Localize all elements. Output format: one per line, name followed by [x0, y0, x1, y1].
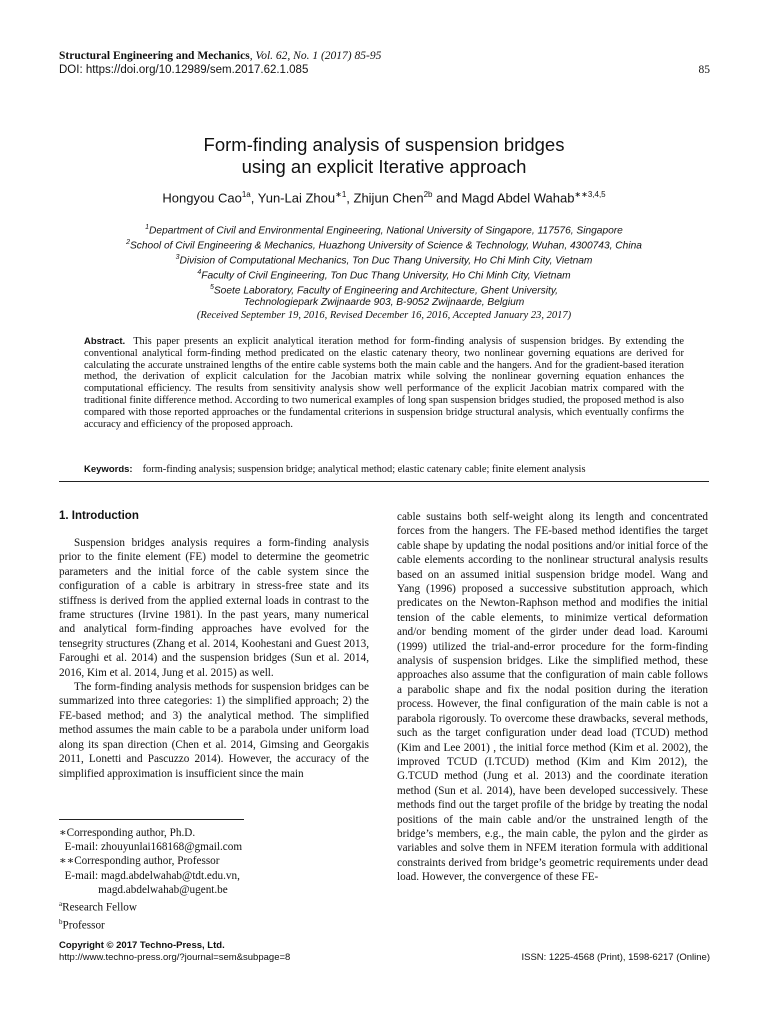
footnote-text: ∗∗Corresponding author, Professor — [59, 855, 220, 868]
journal-citation — [59, 50, 381, 62]
affiliation-text: Soete Laboratory, Faculty of Engineering and Architecture, Ghent University, — [213, 285, 558, 297]
affiliation — [0, 297, 768, 309]
affiliation-marker: 2 — [126, 238, 130, 246]
author-affiliation-marker: ∗1 — [335, 190, 347, 199]
footnotes — [59, 826, 242, 933]
affiliation — [0, 282, 768, 297]
footnote-text: E-mail: magd.abdelwahab@tdt.edu.vn, — [59, 869, 240, 882]
issn: ISSN: 1225-4568 (Print), 1598-6217 (Online) — [521, 952, 710, 963]
abstract — [84, 336, 684, 430]
author-list — [0, 190, 768, 205]
affiliation-text: Division of Computational Mechanics, Ton Duc Thang University, Ho Chi Minh City, Vietnam — [179, 255, 593, 267]
author-separator: , — [250, 190, 258, 206]
paper-title — [0, 134, 768, 178]
title-line-2: using an explicit Iterative approach — [241, 156, 527, 177]
journal-name: Structural Engineering and Mechanics — [59, 50, 250, 62]
author-affiliation-marker: 1a — [241, 190, 251, 199]
affiliation-text: Technologiepark Zwijnaarde 903, B-9052 Zwijnaarde, Belgium — [243, 296, 525, 308]
affiliation-marker: 3 — [175, 253, 180, 261]
footnote — [59, 883, 242, 897]
footnote — [59, 915, 242, 933]
author-name: Magd Abdel Wahab — [461, 190, 575, 206]
keywords-divider — [59, 481, 709, 482]
right-column — [397, 510, 708, 885]
footnote-text: ∗Corresponding author, Ph.D. — [59, 827, 196, 839]
affiliation-marker: 4 — [197, 268, 202, 276]
footnote — [59, 854, 242, 868]
copyright: Copyright © 2017 Techno-Press, Ltd. — [59, 940, 225, 951]
affiliation — [0, 222, 768, 237]
affiliation — [0, 237, 768, 252]
affiliation-list — [0, 222, 768, 309]
author-name: Yun-Lai Zhou — [257, 190, 336, 206]
title-line-1: Form-finding analysis of suspension bridges — [203, 134, 565, 155]
affiliation-marker: 5 — [209, 283, 214, 291]
affiliation — [0, 267, 768, 282]
footnote-text: magd.abdelwahab@ugent.be — [59, 883, 228, 896]
paragraph: cable sustains both self-weight along its length and concentrated forces from the hangers. The FE-based method identifies the target cable shape by updating the nodal positions and/or initial force of the cable elements according to the nonlinear structural analysis results based on an assumed initial suspension bridge model. Wang and Yang (1996) proposed a successive substitution approach, which predicates on the Newton-Raphson method and modifies the initial tension of the cable elements, to minimize vertical deformation and/or bending moment of the girder under dead load. Karoumi (1999) utilized the trial-and-error procedure for the form-finding analysis of suspension bridges. Like the simplified method, these approaches also assume that the configuration of main cable follows a parabolic shape and fix the nodal position during the iteration process. However, the final configuration of the main cable is not a parabola rigorously. To overcome these drawbacks, several methods, such as the target configuration under dead load (TCUD) method (Kim and Lee 2001) , the initial force method (Kim et al. 2002), the improved TCUD (I.TCUD) method (Kim and Kim 2012), the G.TCUD method (Jung et al. 2013) and the coordinate iteration method (Sun et al. 2014), have been developed successively. These methods find out the target profile of the bridge by treating the nodal positions of the main cable and/or the unstrained length of the bridge’s members, e.g., the main cable, the pylon and the girder as variables and solve them in NFEM iteration formula with additional constraints derived from bridge’s geometric requirements under dead load. However, the convergence of these FE- — [397, 511, 708, 884]
footnote — [59, 840, 242, 854]
doi-link[interactable]: DOI: https://doi.org/10.12989/sem.2017.62.1.085 — [59, 64, 309, 76]
page-number: 85 — [698, 64, 710, 76]
footnote-text: Research Fellow — [62, 901, 137, 914]
footnote — [59, 897, 242, 915]
affiliation-text: School of Civil Engineering & Mechanics, Huazhong University of Science & Technology, Wuhan, 4300743, China — [129, 240, 642, 252]
footnote — [59, 869, 242, 883]
left-column — [59, 510, 369, 781]
keywords-label: Keywords: — [84, 464, 133, 475]
keywords-text: form-finding analysis; suspension bridge; analytical method; elastic catenary cable; finite element analysis — [142, 464, 586, 475]
affiliation-text: Faculty of Civil Engineering, Ton Duc Thang University, Ho Chi Minh City, Vietnam — [201, 270, 571, 282]
paragraph: Suspension bridges analysis requires a form-finding analysis prior to the finite element (FE) model to determine the geometric parameters and the initial force of the cable system since the configuration of a cable is arbitrary in stress-free state and its stiffness is derived from the applied external loads in contrast to the frame structures (Irvine 1981). In the past years, many numerical and analytical form-finding approaches have evolved for the tensegrity structures (Zhang et al. 2014, Koohestani and Guest 2013, Faroughi et al. 2014) and the suspension bridges (Sun et al. 2014, 2016, Kim et al. 2014, Jung et al. 2015) as well. — [59, 537, 369, 679]
footnote-marker: b — [59, 917, 63, 926]
section-heading: 1. Introduction — [59, 510, 139, 522]
author-name: Hongyou Cao — [162, 190, 242, 206]
journal-url-link[interactable]: http://www.techno-press.org/?journal=sem&subpage=8 — [59, 952, 291, 963]
affiliation — [0, 252, 768, 267]
paragraph: The form-finding analysis methods for suspension bridges can be summarized into three categories: 1) the simplified approach; 2) the FE-based method; and 3) the analytical method. The simplified method assumes the main cable to be a parabola under uniform load along its span direction (Chen et al. 2014, Gimsing and Georgakis 2011, Lonetti and Pascuzzo 2014). However, the accuracy of the simplified approximation is insufficient since the main — [59, 681, 369, 780]
author-affiliation-marker: 2b — [423, 190, 433, 199]
footnote-text: Professor — [62, 919, 105, 932]
footnote — [59, 826, 242, 840]
footnote-divider — [59, 819, 244, 820]
received-dates: (Received September 19, 2016, Revised December 16, 2016, Accepted January 23, 2017) — [196, 310, 572, 321]
footnote-text: E-mail: zhouyunlai168168@gmail.com — [59, 841, 243, 854]
author-affiliation-marker: ∗∗3,4,5 — [574, 190, 606, 199]
abstract-label: Abstract. — [84, 336, 126, 347]
affiliation-text: Department of Civil and Environmental Engineering, National University of Singapore, 117576, Singapore — [149, 225, 623, 237]
abstract-text: This paper presents an explicit analytical iteration method for form-finding analysis of suspension bridges. By extending the conventional analytical form-finding method predicated on the elastic catenary theory, two nonlinear governing equations are derived for calculating the accurate unstrained lengths of the entire cable systems both the main cable and the hangers. And for the gradient-based iteration method, the derivation of explicit calculation for the Jacobian matrix while solving the nonlinear governing equation enhances the computational efficiency. The results from sensitivity analysis show well performance of the explicit Jacobian matrix compared with the traditional finite difference method. According to two numerical examples of long span suspension bridges studied, the proposed method is also compared with those reported approaches or the fundamental criterions in suspension bridge structural analysis, which eventually confirms the accuracy and efficiency of the proposed approach. — [84, 336, 684, 430]
keywords — [84, 464, 704, 475]
author-separator: , — [346, 190, 354, 206]
author-name: Zhijun Chen — [353, 190, 424, 206]
affiliation-marker: 1 — [145, 224, 150, 231]
footnote-marker: a — [59, 900, 63, 909]
journal-details: , Vol. 62, No. 1 (2017) 85-95 — [249, 50, 382, 62]
author-separator: and — [432, 190, 462, 206]
